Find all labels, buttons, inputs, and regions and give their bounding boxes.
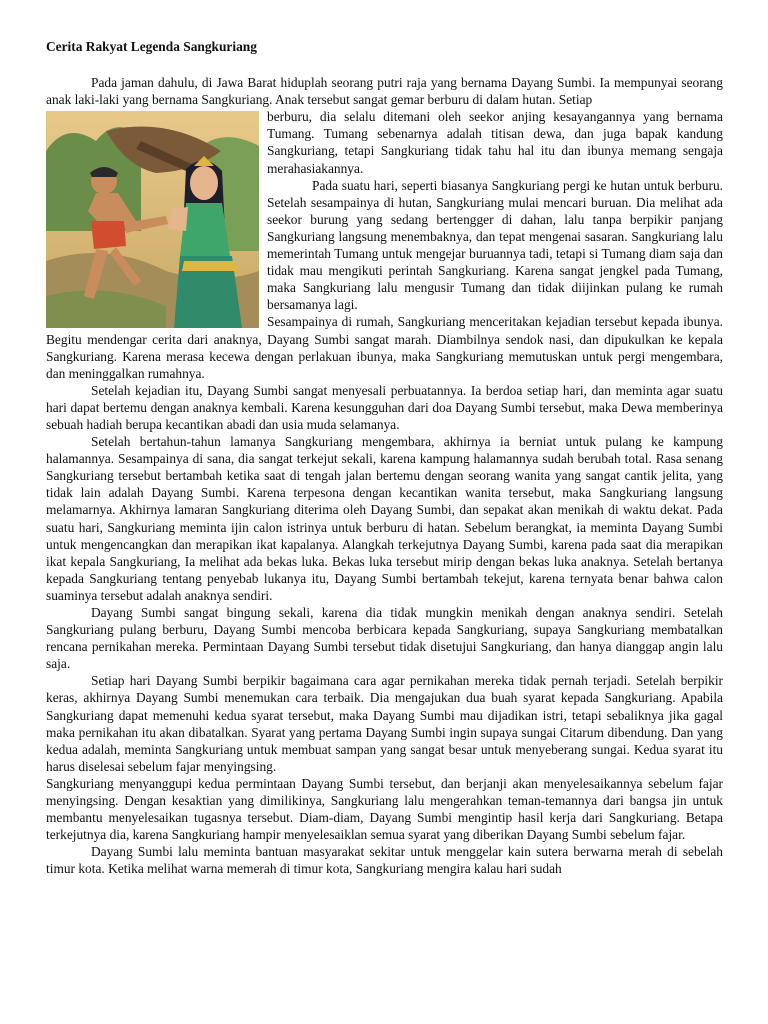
paragraph-9: Dayang Sumbi lalu meminta bantuan masyarakat sekitar untuk menggelar kain sutera berwarna merah di sebelah timur kota. Ketika melihat warna memerah di timur kota, Sangkuriang mengira kalau hari sudah (46, 844, 723, 877)
paragraph-7: Setiap hari Dayang Sumbi berpikir bagaimana cara agar pernikahan mereka tidak pernah terjadi. Setelah berpikir keras, akhirnya Dayang Sumbi menemukan cara terbaik. Dia mengajukan dua buah syarat kepada Sangkuriang. Apabila Sangkuriang dapat memenuhi kedua syarat tersebut, maka Dayang Sumbi mau dijadikan istri, tetapi sebaliknya jika gagal maka pernikahan itu akan dibatalkan. Syarat yang pertama Dayang Sumbi ingin supaya sungai Citarum dibendung. Dan yang kedua adalah, meminta Sangkuriang untuk membuat sampan yang sangat besar untuk menyeberang sungai. Kedua syarat itu harus diselesai sebelum fajar menyingsing. (46, 673, 723, 774)
document-title: Cerita Rakyat Legenda Sangkuriang (46, 39, 257, 54)
paragraph-5: Setelah bertahun-tahun lamanya Sangkuriang mengembara, akhirnya ia berniat untuk pulang ke kampung halamannya. Sesampainya di sana, dia sangat terkejut sekali, karena kampung halamannya sudah berubah total. Rasa senang Sangkuriang tersebut bertambah ketika saat di tengah jalan bertemu dengan seorang wanita yang sangat cantik jelita, yang tidak lain adalah Dayang Sumbi. Karena terpesona dengan kecantikan wanita tersebut, maka Sangkuriang langsung melamarnya. Akhirnya lamaran Sangkuriang diterima oleh Dayang Sumbi, dan sepakat akan menikah di waktu dekat. Pada suatu hari, Sangkuriang meminta ijin calon istrinya untuk berburu di hatan. Sebelum berangkat, ia meminta Dayang Sumbi untuk mengencangkan dan merapikan ikat kapalanya. Alangkah terkejutnya Dayang Sumbi, karena pada saat dia merapikan ikat kepala Sangkuriang, Ia melihat ada bekas luka. Bekas luka tersebut mirip dengan bekas luka anaknya. Setelah bertanya kepada Sangkuriang tentang penyebab lukanya itu, Dayang Sumbi bertambah tekejut, karena ternyata benar bahwa calon suaminya tersebut adalah anaknya sendiri. (46, 434, 723, 603)
paragraph-6: Dayang Sumbi sangat bingung sekali, karena dia tidak mungkin menikah dengan anaknya sendiri. Setelah Sangkuriang pulang berburu, Dayang Sumbi mencoba berbicara kepada Sangkuriang, supaya Sangkuriang membatalkan rencana pernikahan mereka. Permintaan Dayang Sumbi tersebut tidak disetujui Sangkuriang, dan hanya dianggap angin lalu saja. (46, 605, 723, 672)
paragraph-1-rest: berburu, dia selalu ditemani oleh seekor anjing kesayangannya yang bernama Tumang. Tumang sebenarnya adalah titisan dewa, dan juga bapak kandung Sangkuriang, tetapi Sangkuriang tidak tahu hal itu dan ibunya memang sengaja merahasiakannya. (267, 109, 723, 176)
paragraph-4: Setelah kejadian itu, Dayang Sumbi sangat menyesali perbuatannya. Ia berdoa setiap hari, dan meminta agar suatu hari dapat bertemu dengan anaknya kembali. Karena kesungguhan dari doa Dayang Sumbi tersebut, maka Dewa memberinya sebuah hadiah berupa kecantikan abadi dan usia muda selamanya. (46, 382, 723, 432)
story-illustration (46, 111, 259, 328)
paragraph-3: Sesampainya di rumah, Sangkuriang menceritakan kejadian tersebut kepada ibunya. Begitu mendengar cerita dari anaknya, Dayang Sumbi sangat marah. Diambilnya sendok nasi, dan dipukulkan ke kepala Sangkuriang. Karena merasa kecewa dengan perlakuan ibunya, maka Sangkuriang memutuskan untuk pergi mengembara, dan meninggalkan rumahnya. (46, 314, 723, 381)
sangkuriang-illustration-image (46, 111, 259, 328)
document-page (46, 38, 723, 878)
paragraph-2: Pada suatu hari, seperti biasanya Sangkuriang pergi ke hutan untuk berburu. Setelah sesampainya di hutan, Sangkuriang mulai mencari buruan. Dia melihat ada seekor burung yang sedang bertengger di dahan, lalu tanpa berpikir panjang Sangkuriang langsung menembaknya, dan tepat mengenai sasaran. Sangkuriang lalu memerintah Tumang untuk mengejar buruannya tadi, tetapi si Tumang diam saja dan tidak mau mengikuti perintah Sangkuriang. Karena sangat jengkel pada Tumang, maka Sangkuriang lalu mengusir Tumang dan tidak diijinkan pulang ke rumah bersamanya lagi. (267, 177, 723, 313)
paragraph-1-lead: Pada jaman dahulu, di Jawa Barat hiduplah seorang putri raja yang bernama Dayang Sumbi. Ia mempunyai seorang anak laki-laki yang bernama Sangkuriang. Anak tersebut sangat gemar berburu di dalam hutan. Setiap (46, 75, 723, 108)
paragraph-8: Sangkuriang menyanggupi kedua permintaan Dayang Sumbi tersebut, dan berjanji akan menyelesaikannya sebelum fajar menyingsing. Dengan kesaktian yang dimilikinya, Sangkuriang lalu mengerahkan teman-temannya dari bangsa jin untuk membantu menyelesaikan tugasnya tersebut. Diam-diam, Dayang Sumbi mengintip hasil kerja dari Sangkuriang. Betapa terkejutnya dia, karena Sangkuriang hampir menyelesaiklan semua syarat yang diberikan Dayang Sumbi sebelum fajar. (46, 775, 723, 843)
